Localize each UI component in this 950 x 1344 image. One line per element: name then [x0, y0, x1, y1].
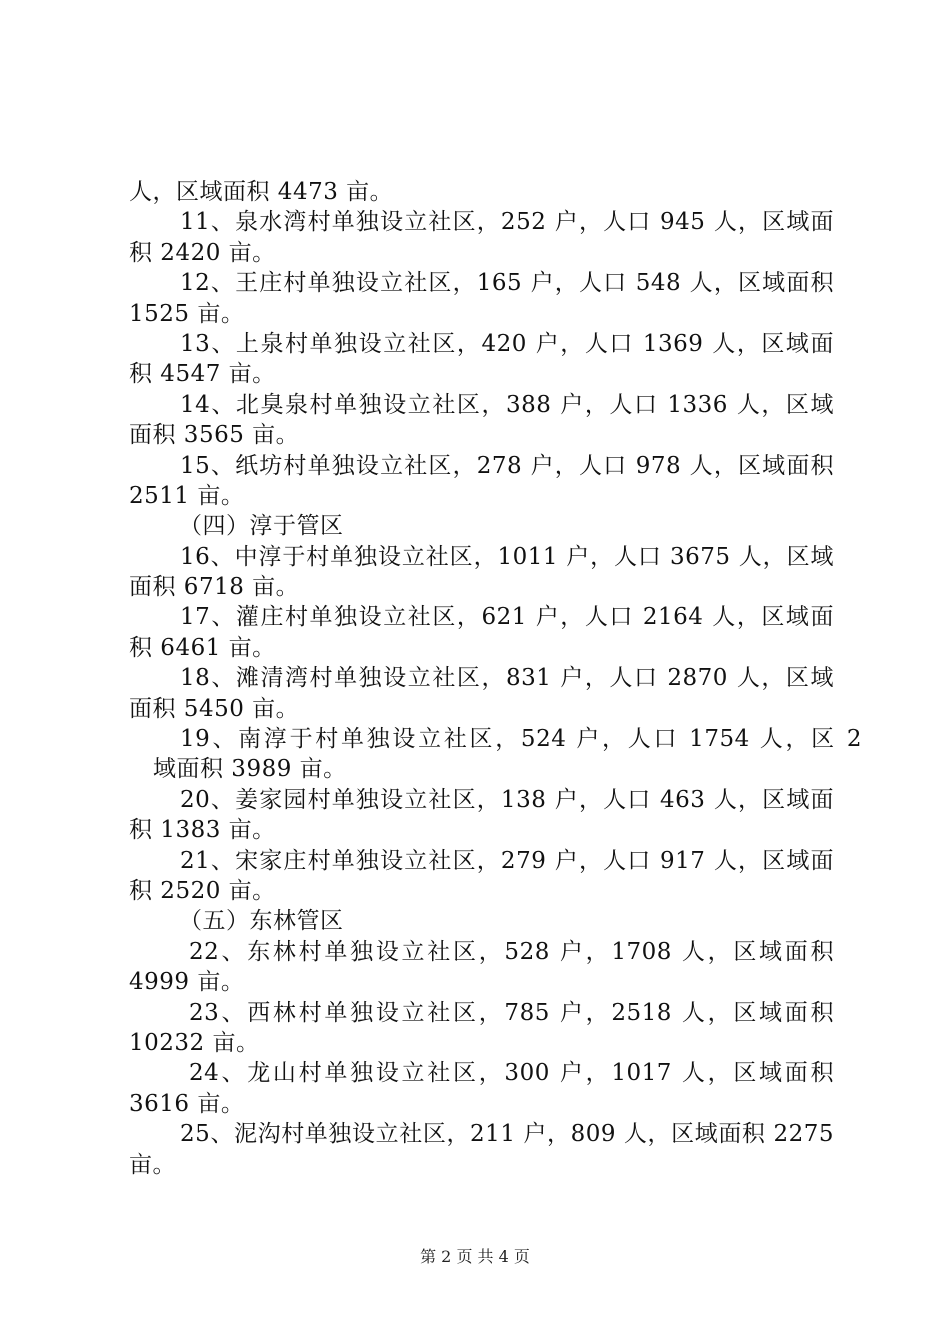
text-line: 12、王庄村单独设立社区，165 户，人口 548 人，区域面积 [180, 270, 834, 297]
text-line: 13、上泉村单独设立社区，420 户，人口 1369 人，区域面 [180, 330, 834, 357]
text-line: 20、姜家园村单独设立社区，138 户，人口 463 人，区域面 [180, 786, 834, 813]
text-line: 3616 亩。 [129, 1090, 245, 1117]
text-line: 18、滩清湾村单独设立社区，831 户，人口 2870 人，区域 [180, 665, 834, 692]
text-line: 10232 亩。 [129, 1029, 260, 1056]
document-body [129, 177, 862, 1180]
page-number-footer: 第 2 页 共 4 页 [420, 1247, 530, 1266]
text-line: 积 1383 亩。 [129, 817, 276, 844]
text-line: 23、西林村单独设立社区，785 户，2518 人，区域面积 [189, 999, 834, 1026]
text-line: 16、中淳于村单独设立社区，1011 户，人口 3675 人，区域 [180, 543, 834, 570]
text-line: 15、纸坊村单独设立社区，278 户，人口 978 人，区域面积 [180, 452, 834, 479]
text-line: 积 6461 亩。 [129, 634, 276, 661]
text-line: 14、北臭泉村单独设立社区，388 户，人口 1336 人，区域 [180, 391, 834, 418]
text-line: 19、南淳于村单独设立社区，524 户，人口 1754 人，区 2 [180, 726, 862, 753]
text-line: 面积 5450 亩。 [129, 695, 300, 722]
text-line: 11、泉水湾村单独设立社区，252 户，人口 945 人，区域面 [180, 209, 834, 236]
text-line: 积 2420 亩。 [129, 239, 276, 266]
text-line: 24、龙山村单独设立社区，300 户，1017 人，区域面积 [189, 1060, 834, 1087]
text-line: 人，区域面积 4473 亩。 [129, 179, 394, 205]
text-line: 积 2520 亩。 [129, 877, 276, 904]
text-line: 面积 3565 亩。 [129, 422, 300, 449]
text-line: 2511 亩。 [129, 482, 245, 509]
text-line: 17、灌庄村单独设立社区，621 户，人口 2164 人，区域面 [180, 604, 834, 631]
section-heading: （四）淳于管区 [179, 513, 344, 540]
text-line: 亩。 [129, 1151, 176, 1178]
text-line: 积 4547 亩。 [129, 361, 276, 388]
text-line: 21、宋家庄村单独设立社区，279 户，人口 917 人，区域面 [180, 847, 834, 874]
text-line: 域面积 3989 亩。 [153, 756, 347, 783]
text-line: 22、东林村单独设立社区，528 户，1708 人，区域面积 [189, 938, 834, 965]
text-line: 1525 亩。 [129, 300, 245, 327]
text-line: 4999 亩。 [129, 969, 245, 996]
text-line: 25、泥沟村单独设立社区，211 户，809 人，区域面积 2275 [180, 1121, 834, 1148]
text-line: 面积 6718 亩。 [129, 574, 300, 601]
section-heading: （五）东林管区 [179, 908, 344, 935]
